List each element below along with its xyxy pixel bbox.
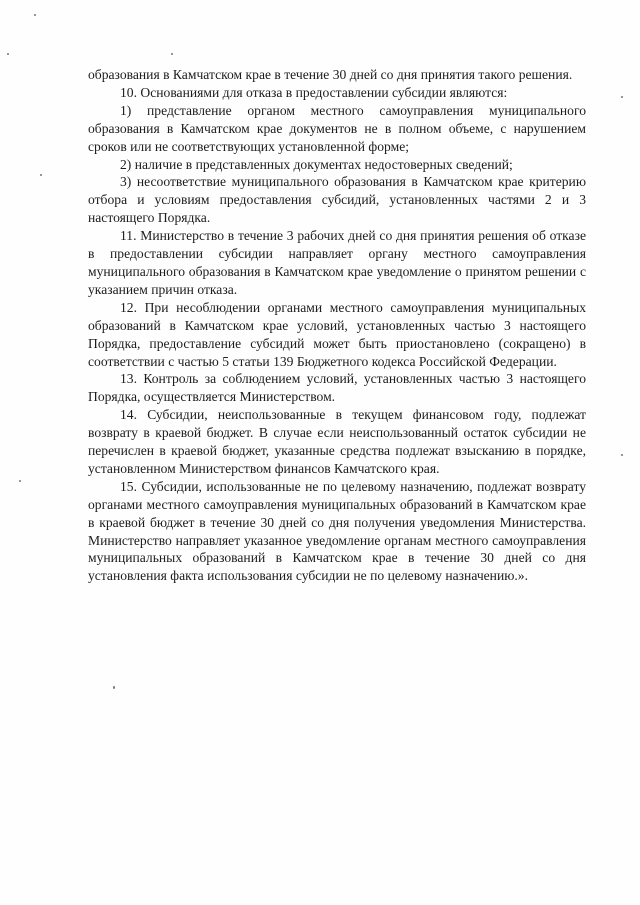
paragraph-item-11: 11. Министерство в течение 3 рабочих дней со дня принятия решения об отказе в предоставлении субсидии направляет органу местного самоуправления муниципального образования в Камчатском крае уведомление о принятом решении с указанием причин отказа. <box>88 228 586 297</box>
paragraph-item-15: 15. Субсидии, использованные не по целевому назначению, подлежат возврату органами местного самоуправления муниципальных образований в Камчатском крае в краевой бюджет в течение 30 дней со дня получения уведомления Министерства. Министерство направляет указанное уведомление органам местного самоуправления муниципальных образований в Камчатском крае в течение 30 дней со дня установления факта использования субсидии не по целевому назначению.». <box>88 478 586 584</box>
scan-speck <box>7 53 9 55</box>
scan-speck <box>171 53 173 55</box>
paragraph-subitem-2: 2) наличие в представленных документах недостоверных сведений; <box>120 156 513 172</box>
paragraph-item-12: 12. При несоблюдении органами местного самоуправления муниципальных образований в Камчатском крае условий, установленных частью 3 настоящего Порядка, предоставление субсидий может быть приостановлено (сокращено) в соответствии с частью 5 статьи 139 Бюджетного кодекса Российской Федерации. <box>88 299 586 369</box>
scan-speck <box>34 14 36 16</box>
paragraph-item-14: 14. Субсидии, неиспользованные в текущем финансовом году, подлежат возврату в краевой бюджет. В случае если неиспользованный остаток субсидии не перечислен в краевой бюджет, указанные средства подлежат взысканию в порядке, установленном Министерством финансов Камчатского края. <box>88 407 586 476</box>
paragraph-continuation: образования в Камчатском крае в течение 30 дней со дня принятия такого решения. <box>88 67 573 82</box>
paragraph-subitem-1: 1) представление органом местного самоуправления муниципального образования в Камчатском крае документов не в полном объеме, с нарушением сроков или не соответствующих установленной форме; <box>88 102 586 154</box>
paragraph-item-10: 10. Основаниями для отказа в предоставлении субсидии являются: <box>120 84 508 100</box>
paragraph-subitem-3: 3) несоответствие муниципального образования в Камчатском крае критерию отбора и условиям предоставления субсидий, установленных частями 2 и 3 настоящего Порядка. <box>88 174 586 226</box>
document-body <box>88 66 586 585</box>
scan-speck <box>621 454 623 456</box>
paragraph-item-13: 13. Контроль за соблюдением условий, установленных частью 3 настоящего Порядка, осуществляется Министерством. <box>88 371 586 405</box>
scan-speck <box>113 686 115 689</box>
scan-speck <box>621 96 623 98</box>
scan-speck <box>40 174 42 176</box>
scan-speck <box>19 480 21 482</box>
